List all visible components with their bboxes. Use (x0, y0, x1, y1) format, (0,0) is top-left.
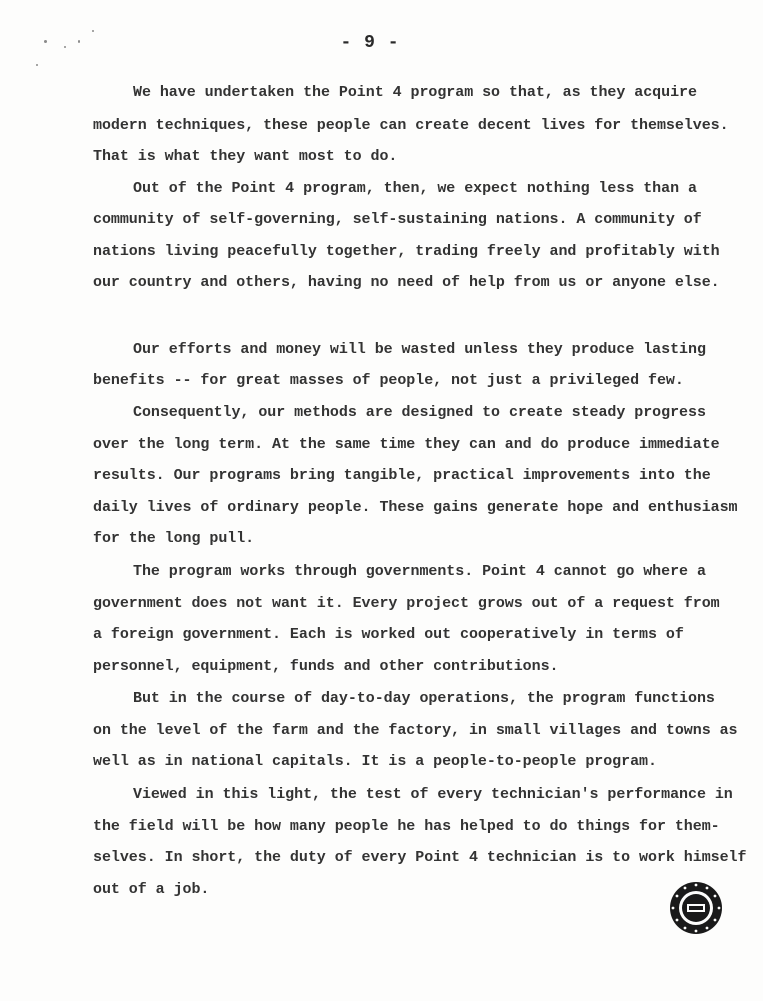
page-number: - 9 - (340, 33, 400, 53)
text-line: But in the course of day-to-day operations, the program functions (133, 690, 715, 707)
scan-speck (44, 40, 47, 43)
text-line: on the level of the farm and the factory, in small villages and towns as (93, 722, 738, 739)
text-line: That is what they want most to do. (93, 148, 398, 165)
text-line: our country and others, having no need of help from us or anyone else. (93, 274, 720, 291)
scan-speck (36, 64, 38, 66)
text-line: out of a job. (93, 881, 210, 898)
text-line: community of self-governing, self-sustaining nations. A community of (93, 211, 702, 228)
text-line: modern techniques, these people can create decent lives for themselves. (93, 117, 729, 134)
library-seal-icon (668, 880, 724, 936)
text-line: government does not want it. Every project grows out of a request from (93, 595, 720, 612)
text-line: benefits -- for great masses of people, not just a privileged few. (93, 372, 684, 389)
text-line: nations living peacefully together, trading freely and profitably with (93, 243, 720, 260)
text-line: Consequently, our methods are designed to create steady progress (133, 404, 706, 421)
text-line: well as in national capitals. It is a people-to-people program. (93, 753, 657, 770)
text-line: personnel, equipment, funds and other contributions. (93, 658, 559, 675)
text-line: over the long term. At the same time they can and do produce immediate (93, 436, 720, 453)
text-line: a foreign government. Each is worked out cooperatively in terms of (93, 626, 684, 643)
text-line: The program works through governments. Point 4 cannot go where a (133, 563, 706, 580)
text-line: results. Our programs bring tangible, practical improvements into the (93, 467, 711, 484)
scan-speck (64, 46, 66, 48)
text-line: selves. In short, the duty of every Point 4 technician is to work himself (93, 849, 747, 866)
text-line: daily lives of ordinary people. These gains generate hope and enthusiasm (93, 499, 738, 516)
text-line: for the long pull. (93, 530, 255, 547)
text-line: We have undertaken the Point 4 program so that, as they acquire (133, 84, 697, 101)
text-line: Our efforts and money will be wasted unless they produce lasting (133, 341, 706, 358)
text-line: Viewed in this light, the test of every technician's performance in (133, 786, 733, 803)
text-line: Out of the Point 4 program, then, we expect nothing less than a (133, 180, 697, 197)
scan-speck (92, 30, 94, 32)
text-line: the field will be how many people he has helped to do things for them- (93, 818, 720, 835)
scan-speck (78, 40, 80, 43)
